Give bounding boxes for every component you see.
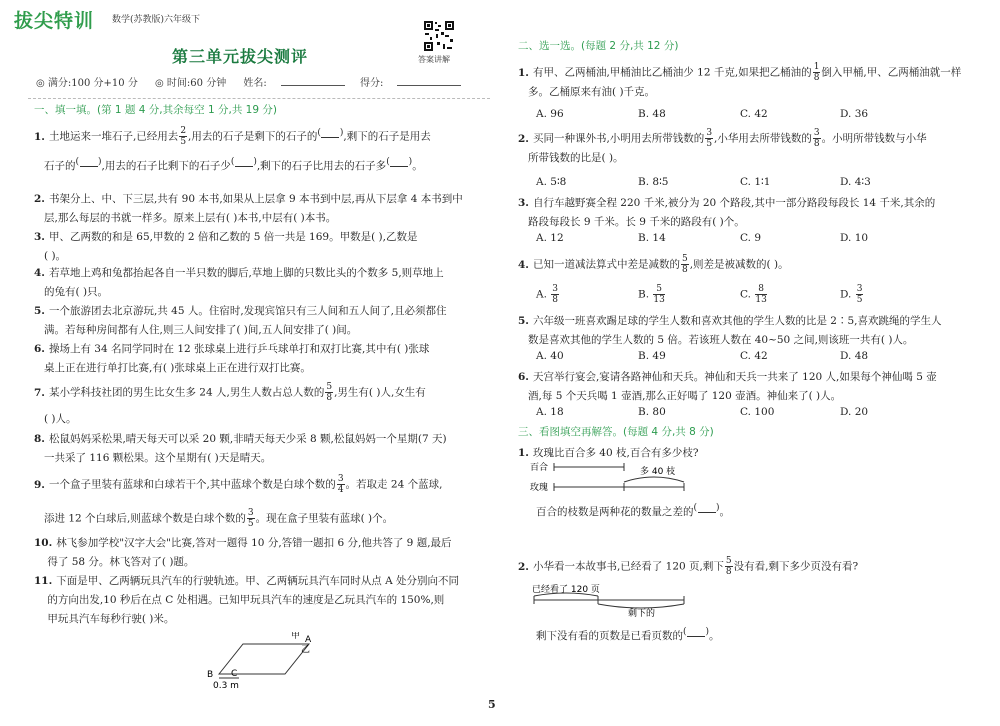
- diagram-question-1-answer: 百合的枝数是两种花的数量之差的( ) 。: [536, 502, 986, 522]
- divider: [28, 98, 490, 99]
- question-11: 11. 下面是甲、乙两辆玩具汽车的行驶轨迹。甲、乙两辆玩具汽车同时从点 A 处分别向不同 的方向出发,10 秒后在点 C 处相遇。已知甲玩具汽车的速度是乙玩具汽车的 150%,则 甲玩具汽车每秒行驶( )米。: [34, 575, 460, 625]
- qr-code-icon[interactable]: [423, 20, 455, 52]
- bar-diagram-2: [530, 580, 730, 620]
- choice-1: 1. 有甲、乙两桶油,甲桶油比乙桶油少 12 千克,如果把乙桶油的 $\frac{1}{8}$ 倒入甲桶,甲、乙两桶油就一样 多。乙桶原来有油( )千克。: [518, 62, 962, 98]
- option-a[interactable]: A. 18: [536, 406, 564, 418]
- rest-label: 剩下的: [628, 609, 656, 619]
- rose-label: 玫瑰: [530, 483, 549, 493]
- bar-diagram-1: [530, 458, 730, 498]
- yi-label: 乙: [301, 645, 311, 655]
- distance-label: 0.3 m: [213, 681, 239, 691]
- page-number: 5: [488, 698, 496, 711]
- track-diagram: [205, 632, 315, 692]
- choice-4: 4. 已知一道减法算式中差是减数的 $\frac{5}{8}$ ,则差是被减数的( )。: [518, 254, 789, 275]
- option-b[interactable]: B. $\frac{5}{13}$: [638, 284, 665, 305]
- option-c[interactable]: C. 9: [740, 232, 762, 244]
- answer-fraction-blank[interactable]: [683, 626, 709, 646]
- option-a[interactable]: A. 12: [536, 232, 564, 244]
- question-1: 1. 土地运来一堆石子,已经用去 $\frac{2}{5}$ ,用去的石子是剩下的石子的( ) ,剩下的石子是用去: [34, 126, 494, 147]
- option-a[interactable]: A. $\frac{3}{8}$: [536, 284, 558, 305]
- option-d[interactable]: D. 36: [840, 108, 869, 120]
- question-5: 5. 一个旅游团去北京游玩,共 45 人。住宿时,发现宾馆只有三人间和五人间了,且必须都住 满。若每种房间都有人住,则三人间安排了( )间,五人间安排了( )间。: [34, 305, 447, 336]
- question-7-cont: ( )人。: [44, 413, 77, 425]
- option-d[interactable]: D. 20: [840, 406, 869, 418]
- qr-label: 答案讲解: [418, 55, 450, 64]
- choice-6: 6. 天宫举行宴会,宴请各路神仙和天兵。神仙和天兵一共来了 120 人,如果每个神仙喝 5 壶 酒,每 5 个天兵喝 1 壶酒,那么正好喝了 120 壶酒。神仙来了( )人。: [518, 371, 937, 402]
- option-b[interactable]: B. 49: [638, 350, 666, 362]
- question-2: 2. 书架分上、中、下三层,共有 90 本书,如果从上层拿 9 本书到中层,再从下层拿 4 本书到中 层,那么每层的书就一样多。原来上层有( )本书,中层有( )本书。: [34, 193, 463, 224]
- option-a[interactable]: A. 96: [536, 108, 564, 120]
- diagram-question-2: 2. 小华看一本故事书,已经看了 120 页,剩下 $\frac{5}{8}$ 没有看,剩下多少页没有看?: [518, 556, 859, 577]
- option-b[interactable]: B. 48: [638, 108, 666, 120]
- read-label: 已经看了 120 页: [532, 585, 600, 595]
- question-4: 4. 若草地上鸡和兔都抬起各自一半只数的脚后,草地上脚的只数比头的个数多 5,则草地上 的兔有( )只。: [34, 267, 444, 298]
- question-9: 9. 一个盒子里装有蓝球和白球若干个,其中蓝球个数是白球个数的 $\frac{3}{4}$ 。若取走 24 个蓝球,: [34, 474, 443, 495]
- answer-fraction-blank[interactable]: [231, 156, 257, 176]
- answer-fraction-blank[interactable]: [694, 502, 720, 522]
- lily-label: 百合: [530, 463, 549, 473]
- answer-fraction-blank[interactable]: [76, 156, 102, 176]
- question-6: 6. 操场上有 34 名同学同时在 12 张球桌上进行乒乓球单打和双打比赛,其中有( )张球 桌上正在进行单打比赛,有( )张球桌上正在进行双打比赛。: [34, 343, 430, 374]
- option-c[interactable]: C. 42: [740, 108, 768, 120]
- brand-logo: 拔尖特训: [14, 10, 95, 32]
- option-d[interactable]: D. 10: [840, 232, 869, 244]
- option-d[interactable]: D. $\frac{3}{5}$: [840, 284, 863, 305]
- name-label: 姓名:: [243, 78, 267, 89]
- diagram-question-1: 1. 玫瑰比百合多 40 枝,百合有多少枝?: [518, 447, 699, 459]
- more-40-label: 多 40 枝: [640, 467, 676, 477]
- section-2-heading: 二、选一选。(每题 2 分,共 12 分): [518, 40, 679, 52]
- question-10: 10. 林飞参加学校"汉字大会"比赛,答对一题得 10 分,答错一题扣 6 分,他共答了 9 题,最后 得了 58 分。林飞答对了( )题。: [34, 537, 452, 568]
- score-field[interactable]: [397, 85, 461, 86]
- point-c-label: C: [231, 669, 238, 679]
- option-a[interactable]: A. 40: [536, 350, 564, 362]
- full-score: ◎ 满分:100 分+10 分: [36, 78, 138, 89]
- question-7: 7. 某小学科技社团的男生比女生多 24 人,男生人数占总人数的 $\frac{5}{8}$ ,男生有( )人,女生有: [34, 382, 426, 403]
- answer-fraction-blank[interactable]: [317, 127, 343, 147]
- option-c[interactable]: C. 42: [740, 350, 768, 362]
- option-b[interactable]: B. 8∶5: [638, 176, 669, 188]
- fraction-2-5: $\frac{2}{5}$: [180, 126, 187, 147]
- question-9-cont: 添进 12 个白球后,则蓝球个数是白球个数的 $\frac{3}{5}$ 。现在盒子里装有蓝球( )个。: [44, 508, 394, 529]
- choice-3: 3. 自行车越野赛全程 220 千米,被分为 20 个路段,其中一部分路段每段长 14 千米,其余的 路段每段长 9 千米。长 9 千米的路段有( )个。: [518, 197, 936, 228]
- jia-label: 甲: [291, 632, 301, 641]
- time-limit: ◎ 时间:60 分钟: [155, 78, 227, 89]
- option-b[interactable]: B. 80: [638, 406, 666, 418]
- choice-5: 5. 六年级一班喜欢踢足球的学生人数和喜欢其他的学生人数的比是 2∶5,喜欢跳绳的学生人 数是喜欢其他的学生人数的 5 倍。若该班人数在 40~50 之间,则该班一共有( )人。: [518, 315, 942, 346]
- section-1-heading: 一、填一填。(第 1 题 4 分,其余每空 1 分,共 19 分): [34, 104, 277, 116]
- point-a-label: A: [305, 635, 312, 645]
- question-8: 8. 松鼠妈妈采松果,晴天每天可以采 20 颗,非晴天每天少采 8 颗,松鼠妈妈一个星期(7 天) 一共采了 116 颗松果。这个星期有( )天是晴天。: [34, 433, 447, 464]
- option-d[interactable]: D. 4∶3: [840, 176, 871, 188]
- option-d[interactable]: D. 48: [840, 350, 869, 362]
- option-c[interactable]: C. 1∶1: [740, 176, 771, 188]
- section-3-heading: 三、看图填空再解答。(每题 4 分,共 8 分): [518, 426, 714, 438]
- right-page: [500, 0, 1000, 726]
- option-a[interactable]: A. 5∶8: [536, 176, 567, 188]
- subject-label: 数学(苏教版)六年级下: [112, 15, 201, 25]
- name-field[interactable]: [281, 85, 345, 86]
- option-b[interactable]: B. 14: [638, 232, 666, 244]
- option-c[interactable]: C. 100: [740, 406, 775, 418]
- question-3: 3. 甲、乙两数的和是 65,甲数的 2 倍和乙数的 5 倍一共是 169。甲数是( ),乙数是 ( )。: [34, 231, 418, 262]
- question-1-cont: 石子的( ) ,用去的石子比剩下的石子少( ) ,剩下的石子比用去的石子多( ) 。: [44, 156, 494, 176]
- choice-2: 2. 买同一种课外书,小明用去所带钱数的 $\frac{3}{5}$ ,小华用去所带钱数的 $\frac{3}{8}$ 。小明所带钱数与小华 所带钱数的比是( )。: [518, 128, 927, 164]
- score-label: 得分:: [359, 78, 384, 89]
- page-title: 第三单元拔尖测评: [172, 47, 309, 66]
- exam-meta: [36, 74, 473, 89]
- diagram-question-2-answer: 剩下没有看的页数是已看页数的( ) 。: [536, 626, 986, 646]
- answer-fraction-blank[interactable]: [386, 156, 412, 176]
- option-c[interactable]: C. $\frac{8}{13}$: [740, 284, 767, 305]
- point-b-label: B: [207, 670, 214, 680]
